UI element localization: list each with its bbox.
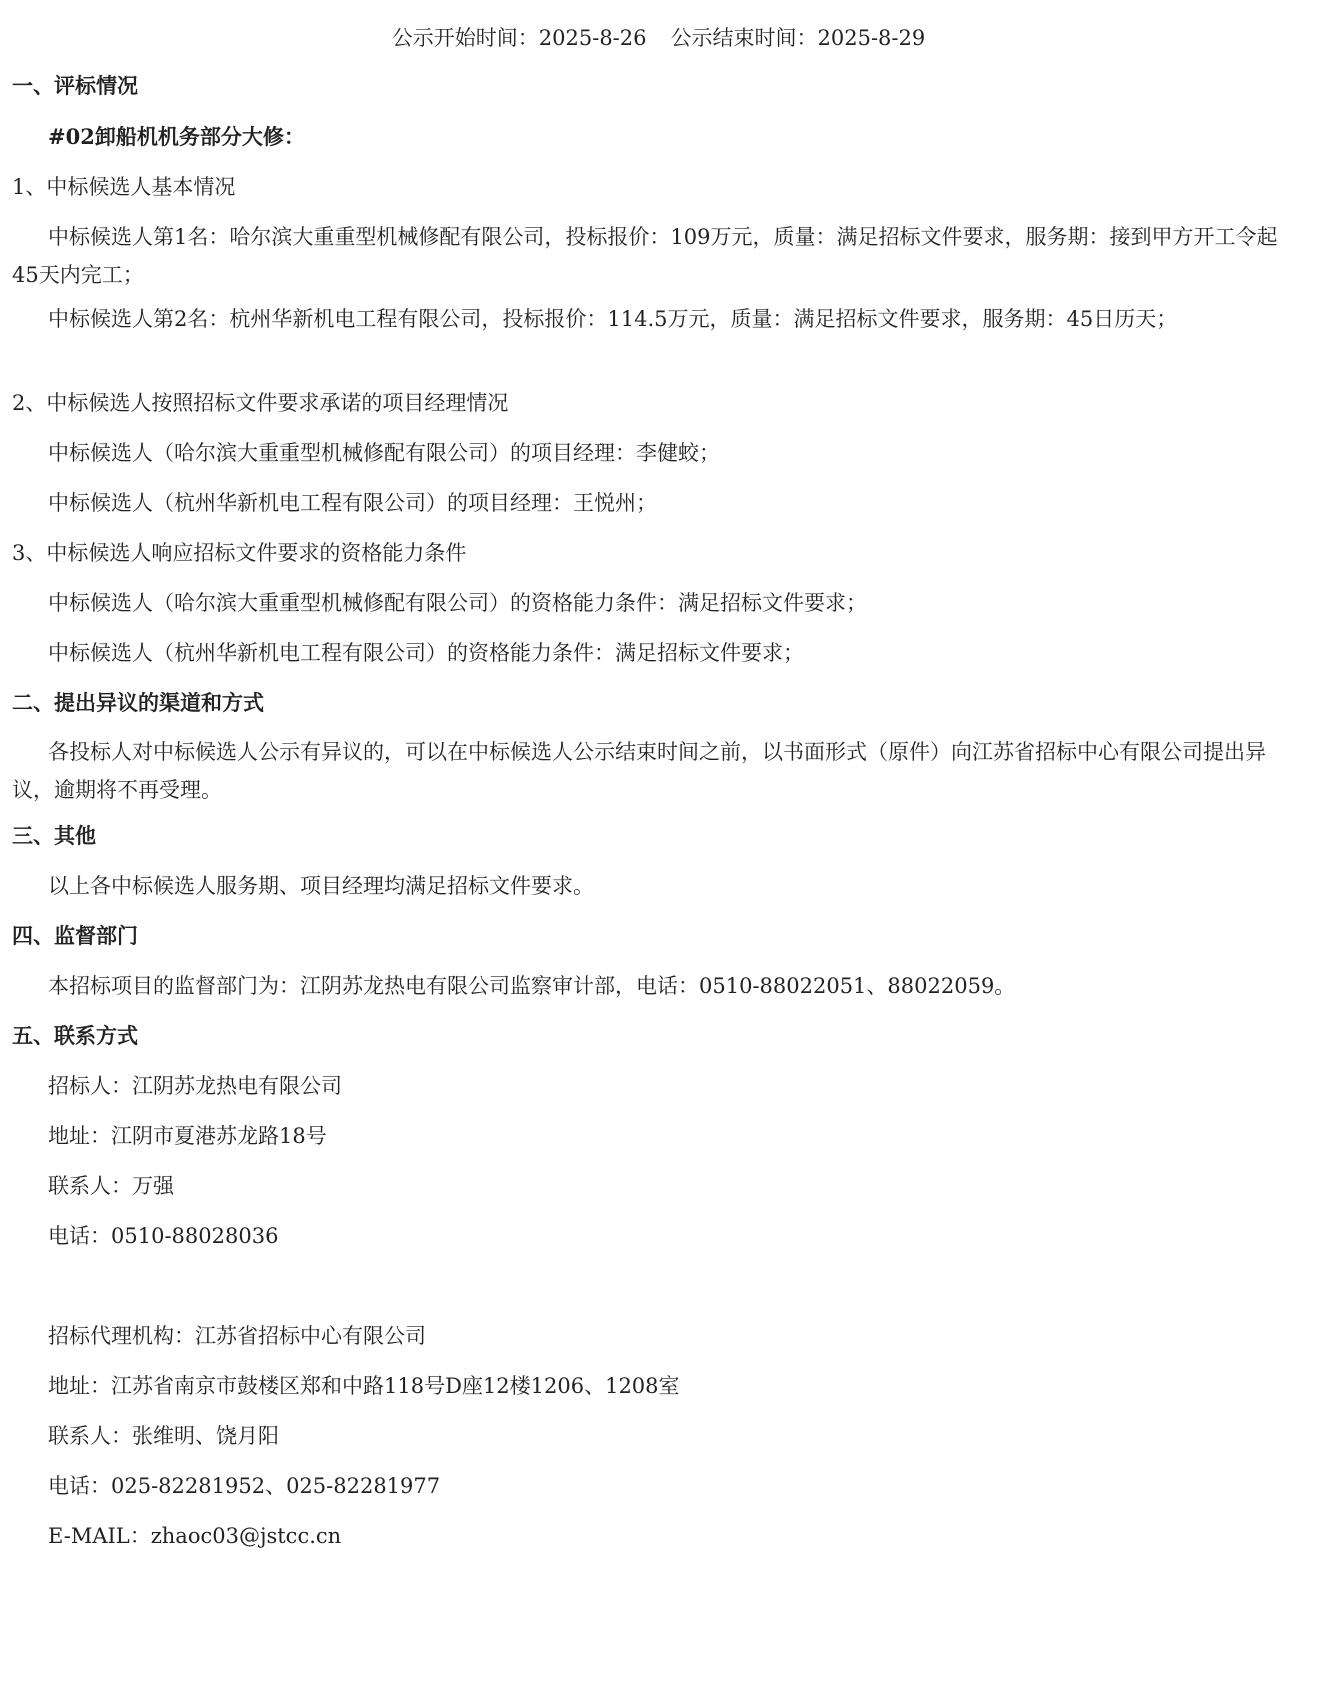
section-1-title: 一、评标情况 [12, 73, 138, 98]
manager-1: 中标候选人（哈尔滨大重重型机械修配有限公司）的项目经理：李健蛟； [48, 441, 720, 465]
agency-contact: 联系人：张维明、饶月阳 [48, 1424, 279, 1448]
section-5-title: 五、联系方式 [12, 1023, 138, 1048]
subsection-2-title: 2、中标候选人按照招标文件要求承诺的项目经理情况 [12, 391, 509, 415]
section-2-title: 二、提出异议的渠道和方式 [12, 690, 264, 715]
tenderer-phone: 电话：0510-88028036 [48, 1224, 279, 1248]
candidate-2-info: 中标候选人第2名：杭州华新机电工程有限公司，投标报价：114.5万元，质量：满足招标文件要求，服务期：45日历天； [48, 307, 1178, 331]
publicity-start-time: 公示开始时间：2025-8-26 [391, 26, 647, 50]
project-name: #02卸船机机务部分大修： [48, 124, 305, 149]
agency-name: 招标代理机构：江苏省招标中心有限公司 [48, 1324, 426, 1348]
qualification-1: 中标候选人（哈尔滨大重重型机械修配有限公司）的资格能力条件：满足招标文件要求； [48, 591, 867, 615]
tenderer-address: 地址：江阴市夏港苏龙路18号 [48, 1124, 327, 1148]
subsection-1-title: 1、中标候选人基本情况 [12, 175, 236, 199]
subsection-3-title: 3、中标候选人响应招标文件要求的资格能力条件 [12, 541, 467, 565]
supervision-body: 本招标项目的监督部门为：江阴苏龙热电有限公司监察审计部，电话：0510-88022051、88022059。 [48, 974, 1016, 998]
section-3-title: 三、其他 [12, 823, 96, 848]
candidate-1-info: 中标候选人第1名：哈尔滨大重重型机械修配有限公司，投标报价：109万元，质量：满足招标文件要求，服务期：接到甲方开工令起45天内完工； [12, 225, 1278, 287]
objection-body: 各投标人对中标候选人公示有异议的，可以在中标候选人公示结束时间之前，以书面形式（原件）向江苏省招标中心有限公司提出异议，逾期将不再受理。 [12, 740, 1266, 802]
qualification-2: 中标候选人（杭州华新机电工程有限公司）的资格能力条件：满足招标文件要求； [48, 641, 804, 665]
agency-address: 地址：江苏省南京市鼓楼区郑和中路118号D座12楼1206、1208室 [48, 1374, 680, 1398]
publicity-period [0, 24, 1317, 52]
publicity-end-time: 公示结束时间：2025-8-29 [670, 26, 926, 50]
agency-email: E-MAIL：zhaoc03@jstcc.cn [48, 1524, 342, 1548]
agency-phone: 电话：025-82281952、025-82281977 [48, 1474, 441, 1498]
section-4-title: 四、监督部门 [12, 923, 138, 948]
tenderer-contact: 联系人：万强 [48, 1174, 174, 1198]
tenderer-name: 招标人：江阴苏龙热电有限公司 [48, 1074, 342, 1098]
other-body: 以上各中标候选人服务期、项目经理均满足招标文件要求。 [48, 874, 594, 898]
manager-2: 中标候选人（杭州华新机电工程有限公司）的项目经理：王悦州； [48, 491, 657, 515]
